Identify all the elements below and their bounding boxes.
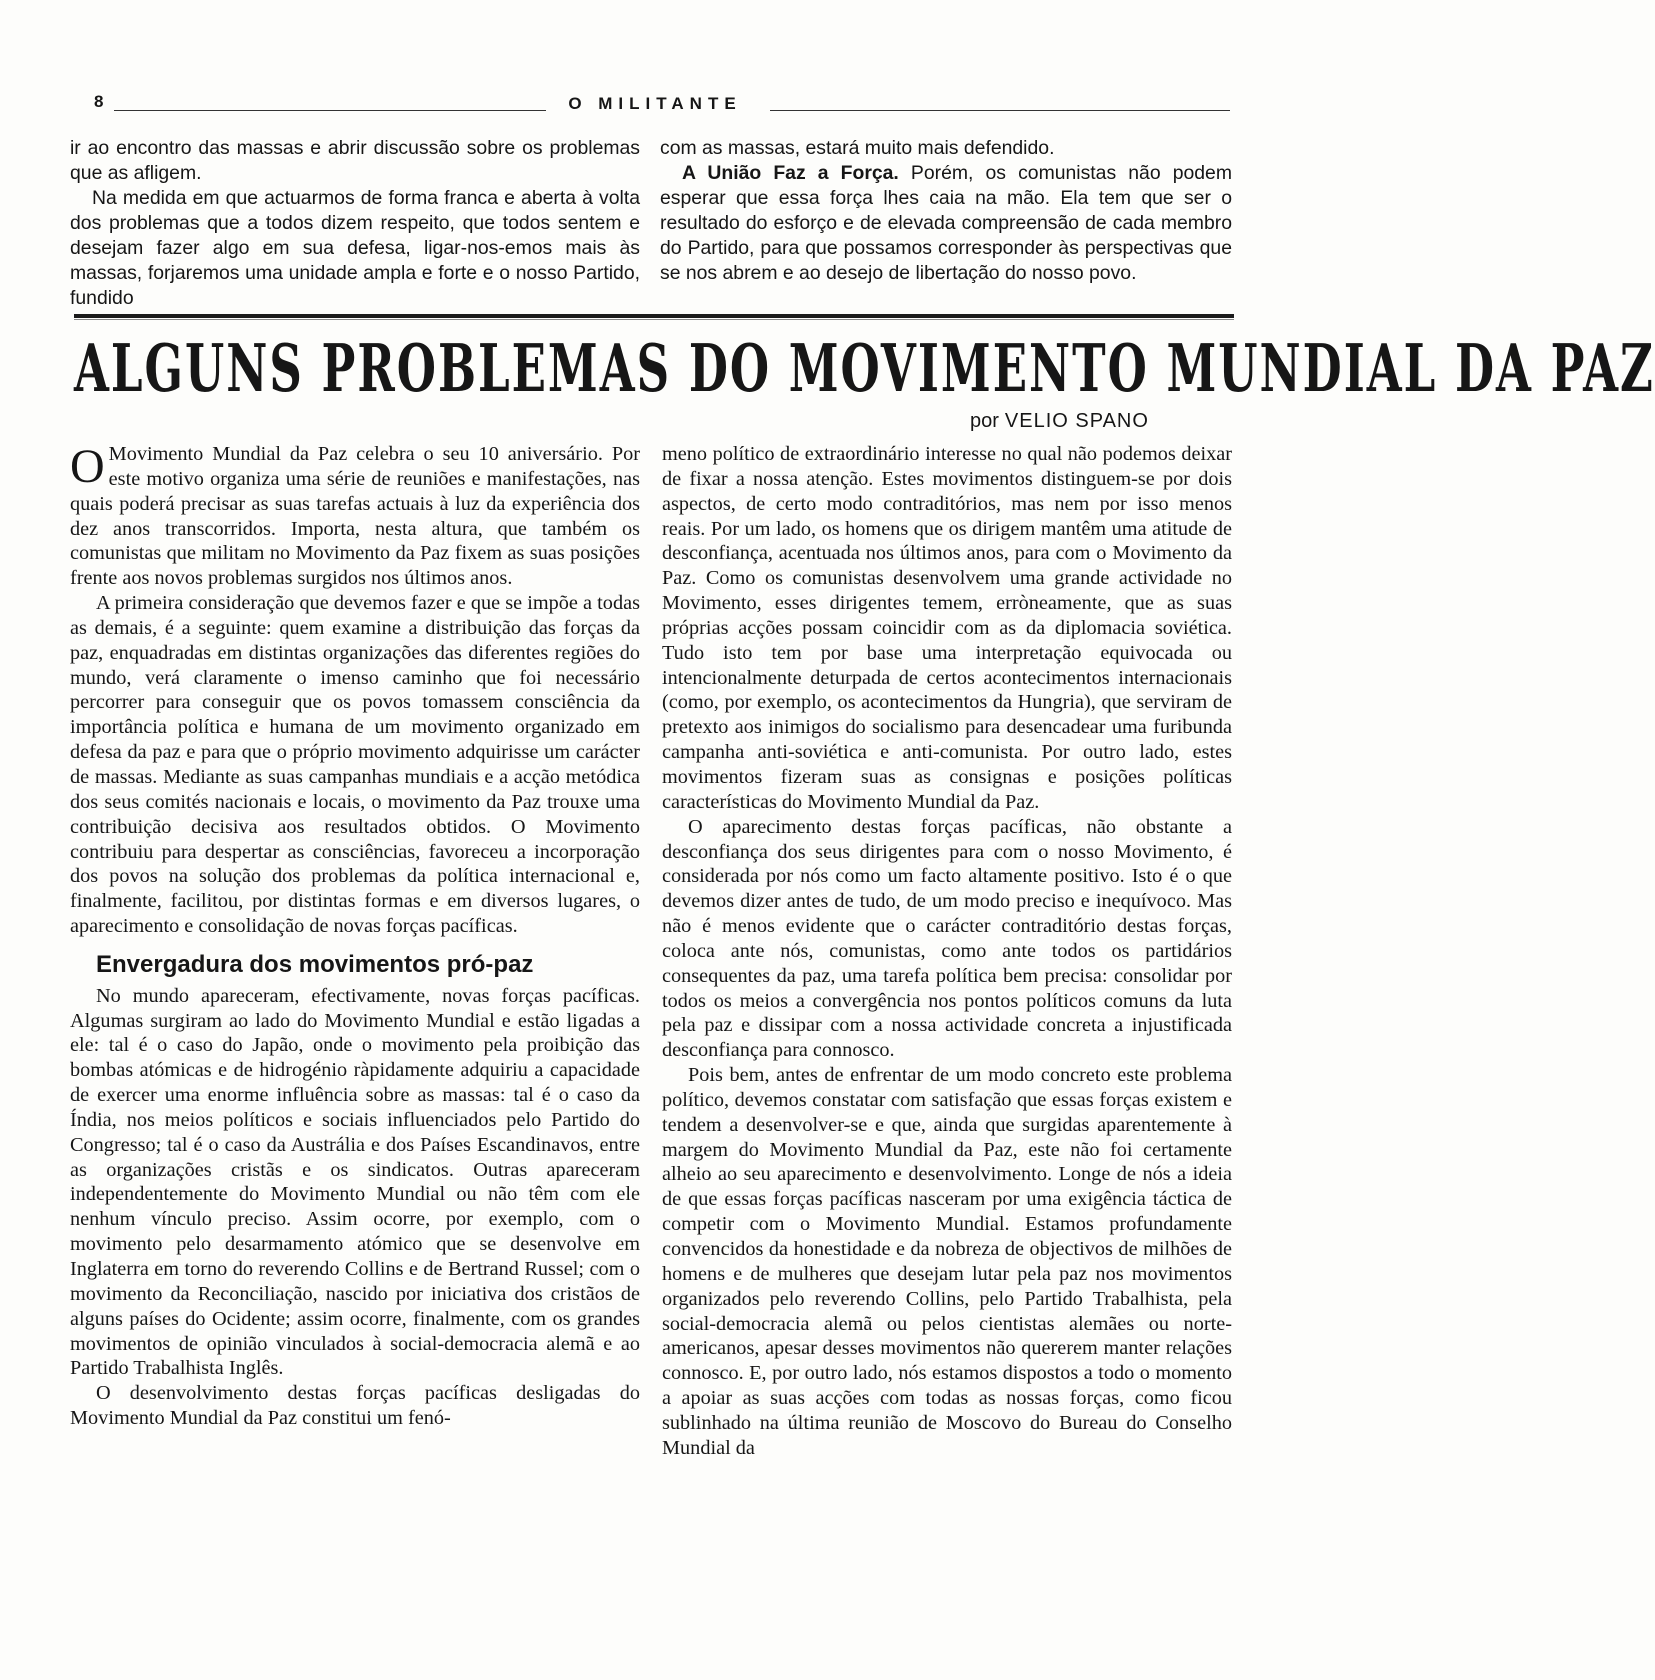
article-right-column [662,442,1232,1461]
article-paragraph: No mundo apareceram, efectivamente, novas forças pacíficas. Algumas surgiram ao lado do Movimento Mundial e estão ligadas a ele: tal é o caso do Japão, onde o movimento pela proibição das bombas atómicas e de hidrogénio ràpidamente adquiriu a capacidade de exercer uma enorme influência sobre as massas: tal é o caso da Índia, nos meios políticos e sociais influenciados pelo Partido do Congresso; tal é o caso da Austrália e dos Países Escandinavos, entre as organizações cristãs e os sindicatos. Outras apareceram independentemente do Movimento Mundial ou não têm com ele nenhum vínculo preciso. Assim ocorre, por exemplo, com o movimento pelo desarmamento atómico que se desenvolve em Inglaterra em torno do reverendo Collins e de Bertrand Russel; com o movimento da Reconciliação, nascido por iniciativa dos cristãos de alguns países do Ocidente; assim ocorre, finalmente, com os grandes movimentos de opinião vinculados à social-democracia alemã e ao Partido Trabalhista Inglês. [70,984,640,1380]
article-subheading: Envergadura dos movimentos pró-paz [96,950,534,978]
article-paragraph: meno político de extraordinário interesse no qual não podemos deixar de fixar a nossa atenção. Estes movimentos distinguem-se por dois aspectos, de certo modo contraditórios, mas nem por isso menos reais. Por um lado, os homens que os dirigem mantêm uma atitude de desconfiança, acentuada nos últimos anos, para com o Movimento da Paz. Como os comunistas desenvolvem uma grande actividade no Movimento, esses dirigentes temem, erròneamente, que as suas próprias acções possam coincidir com as da diplomacia soviética. Tudo isto tem por base uma interpretação equivocada ou intencionalmente deturpada de certos acontecimentos internacionais (como, por exemplo, os acontecimentos da Hungria), que serviram de pretexto aos inimigos do socialismo para desencadear uma furibunda campanha anti-soviética e anti-comunista. Por outro lado, estes movimentos fizeram suas as consignas e posições políticas características do Movimento Mundial da Paz. [662,443,1232,813]
slogan-text: A União Faz a Força. [682,162,899,184]
continuation-text: Porém, os comunistas não podem esperar que essa força lhes caia na mão. Ela tem que ser o resultado do esforço e de elevada compreensão de cada membro do Partido, para que possamos corresponder às perspectivas que se nos abrem e ao desejo de libertação do nosso povo. [660,162,1232,284]
article-paragraph: O desenvolvimento destas forças pacíficas desligadas do Movimento Mundial da Paz constitui um fenó- [70,1382,640,1430]
continuation-paragraph [660,161,1232,286]
byline-prefix: por [970,410,999,432]
continuation-right-column [660,136,1232,286]
article-byline [970,410,1149,433]
intro-paragraph [70,442,640,591]
page-number: 8 [94,92,104,111]
page-header [80,86,1230,116]
drop-cap: O [70,440,105,493]
article-left-column [70,442,640,1431]
header-rule-right [770,110,1230,111]
continuation-left-column [70,136,640,311]
intro-text: Movimento Mundial da Paz celebra o seu 10 aniversário. Por este motivo organiza uma série de reuniões e manifestações, nas quais poderá precisar as suas tarefas actuais à luz da experiência dos dez anos transcorridos. Importa, nesta altura, que também os comunistas que militam no Movimento da Paz fixem as suas posições frente aos novos problemas surgidos nos últimos anos. [70,443,640,590]
continuation-paragraph: com as massas, estará muito mais defendido. [660,137,1055,159]
section-separator-thin [74,319,1234,320]
section-separator [74,314,1234,318]
publication-title: O MILITANTE [568,94,742,113]
article-paragraph: Pois bem, antes de enfrentar de um modo concreto este problema político, devemos constatar com satisfação que essas forças existem e tendem a desenvolver-se e que, ainda que surgidas aparentemente à margem do Movimento Mundial da Paz, este não foi certamente alheio ao seu aparecimento e desenvolvimento. Longe de nós a ideia de que essas forças pacíficas nasceram por uma exigência táctica de competir com o Movimento Mundial. Estamos profundamente convencidos da honestidade e da nobreza de objectivos de milhões de homens e de mulheres que desejam lutar pela paz nos movimentos organizados pelo reverendo Collins, pelo Partido Trabalhista, pela social-democracia alemã ou pelos cientistas alemães ou norte-americanos, apesar desses movimentos não quererem manter relações connosco. E, por outro lado, nós estamos dispostos a todo o momento a apoiar as suas acções com todas as nossas forças, como ficou sublinhado na última reunião de Moscovo do Bureau do Conselho Mundial da [662,1064,1232,1459]
article-headline: ALGUNS PROBLEMAS DO MOVIMENTO MUNDIAL DA PAZ [74,330,1655,407]
article-paragraph: A primeira consideração que devemos fazer e que se impõe a todas as demais, é a seguinte: quem examine a distribuição das forças da paz, enquadradas em distintas organizações das diferentes regiões do mundo, verá claramente o imenso caminho que foi necessário percorrer para conseguir que os povos tomassem consciência da importância política e humana de um movimento organizado em defesa da paz e para que o próprio movimento adquirisse um carácter de massas. Mediante as suas campanhas mundiais e a acção metódica dos seus comités nacionais e locais, o movimento da Paz trouxe uma contribuição decisiva aos resultados obtidos. O Movimento contribuiu para despertar as consciências, favoreceu a incorporação dos povos na solução dos problemas da política internacional e, finalmente, facilitou, por distintas formas e em diversos lugares, o aparecimento e consolidação de novas forças pacíficas. [70,592,640,938]
continuation-paragraph: Na medida em que actuarmos de forma franca e aberta à volta dos problemas que a todos dizem respeito, que todos sentem e desejam fazer algo em sua defesa, ligar-nos-emos mais às massas, forjaremos uma unidade ampla e forte e o nosso Partido, fundido [70,187,640,309]
author-name: VELIO SPANO [1004,410,1149,432]
continuation-paragraph: ir ao encontro das massas e abrir discussão sobre os problemas que as afligem. [70,137,640,184]
article-paragraph: O aparecimento destas forças pacíficas, não obstante a desconfiança dos seus dirigentes para com o nosso Movimento, é considerada por nós como um facto altamente positivo. Isto é o que devemos dizer antes de tudo, de um modo preciso e inequívoco. Mas não é menos evidente que o carácter contraditório destas forças, coloca ante nós, comunistas, como ante todos os partidários consequentes da paz, uma tarefa política bem precisa: consolidar por todos os meios a convergência nos pontos políticos comuns da luta pela paz e dissipar com a nossa actividade concreta a injustificada desconfiança para connosco. [662,815,1232,1062]
